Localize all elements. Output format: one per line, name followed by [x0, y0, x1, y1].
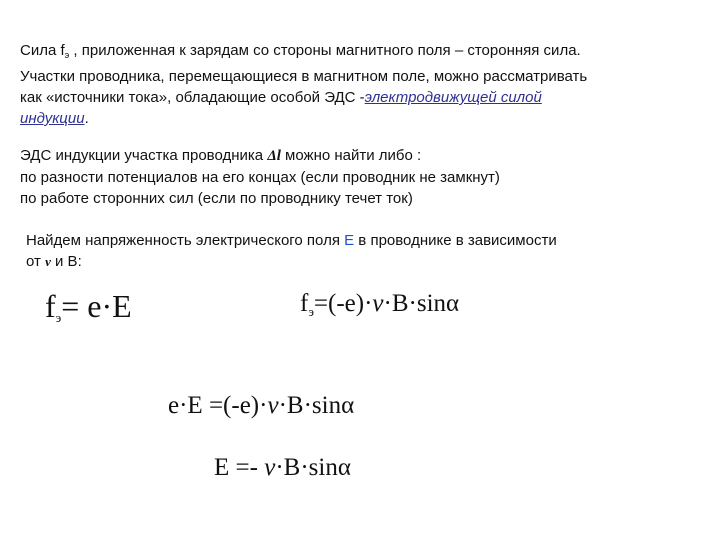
formula-force-field: [45, 288, 132, 326]
formula-text: E =-: [214, 454, 265, 481]
formula-velocity: v: [264, 454, 276, 481]
induction-link[interactable]: индукции: [20, 110, 85, 127]
text: ЭДС индукции участка проводника: [20, 147, 268, 164]
line: Участки проводника, перемещающиеся в магнитном поле, можно рассматривать: [20, 68, 588, 85]
line: по работе сторонних сил (если по проводнику течет ток): [20, 190, 413, 207]
velocity-symbol: v: [45, 254, 51, 269]
text: .: [84, 110, 89, 127]
force-sentence: [20, 40, 581, 66]
text: в проводнике в зависимости: [354, 232, 557, 249]
text: как «источники тока», обладающие особой ЭДС -: [20, 89, 365, 106]
formula-subscript: э: [308, 304, 314, 319]
paragraph-field: [26, 230, 557, 272]
paragraph-force: [20, 40, 581, 66]
delta-l-symbol: Δl: [267, 148, 281, 164]
formula-text: ·B·sinα: [278, 392, 355, 419]
text: Сила f: [20, 42, 65, 59]
text: Найдем напряженность электрического поля: [26, 232, 345, 249]
formula-text: ·B·sinα: [383, 290, 460, 317]
formula-text: e·E =(-e)·: [168, 392, 268, 419]
field-symbol: E: [344, 232, 355, 249]
formula-text: f: [300, 290, 309, 317]
paragraph-sources: [20, 66, 587, 129]
line: [26, 251, 557, 272]
formula-result: [214, 454, 351, 482]
formula-text: f: [45, 288, 56, 324]
formula-equality: [168, 392, 354, 420]
line: по разности потенциалов на его концах (если проводник не замкнут): [20, 169, 500, 186]
line: [20, 145, 500, 167]
formula-velocity: v: [372, 290, 384, 317]
line: [20, 108, 587, 129]
line: [20, 87, 587, 108]
text: , приложенная к зарядам со стороны магнитного поля – сторонняя сила.: [69, 42, 581, 59]
formula-text: ·B·sinα: [275, 454, 351, 481]
text: и B:: [50, 253, 82, 270]
formula-text: =(-e)·: [313, 290, 373, 317]
subscript: э: [64, 50, 70, 60]
paragraph-emf: [20, 145, 500, 209]
formula-velocity: v: [267, 392, 279, 419]
formula-force-lorentz: [300, 290, 459, 320]
line: [26, 230, 557, 251]
formula-text: = e·E: [61, 288, 132, 324]
text: можно найти либо :: [280, 147, 422, 164]
text: от: [26, 253, 46, 270]
emf-link[interactable]: электродвижущей силой: [364, 89, 542, 106]
formula-subscript: э: [55, 310, 62, 325]
